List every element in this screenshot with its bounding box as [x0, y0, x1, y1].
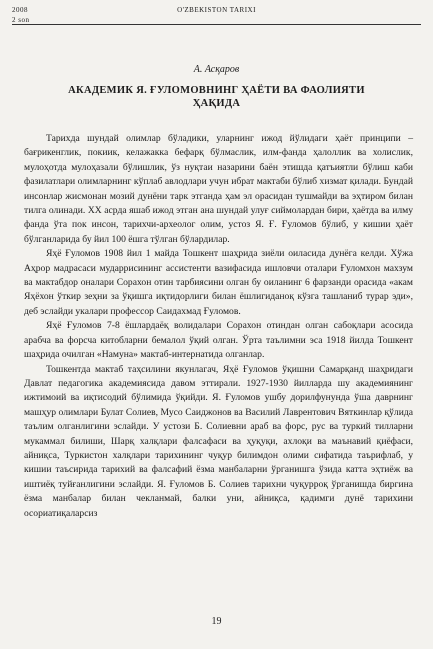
article-body: [24, 132, 413, 521]
body-paragraph: Яҳё Ғуломов 1908 йил 1 майда Тошкент шаҳрида зиёли оиласида дунёга келди. Хўжа Аҳрор мадрасаси мударрисининг ассистенти вазифасида ишловчи оталари Ғуломхон махзум ва мактабдор оналари Сорахон отин тарбиясини олган бу оиланинг 6 фарзанди орасида «акам Яҳёхон ўткир зеҳни за ўқишга иқтидорлиги билан ёшлигиданоқ кўзга ташланиб турар эди», деб эслайди укалари профессор Саидахмад Ғуломов.: [24, 248, 413, 317]
page-number: 19: [211, 616, 222, 627]
article-author: А. Асқаров: [193, 64, 240, 75]
header-year: 2008: [12, 6, 28, 14]
body-paragraph: Тошкентда мактаб таҳсилини якунлагач, Яҳё Ғуломов ўқишни Самарқанд шаҳридаги Давлат педагогика академиясида давом эттирали. 1927-1930 йилларда шу академиянинг ижтимоий ва иқтисодий бўлимида ўқийди. Я. Ғуломов ушбу дорилфунунда ўша даврнинг машҳур олимлари Булат Солиев, Мусо Саиджонов ва Василий Лаврентович Вяткинлар қўлида таълим олганлигини эслайди. У устози Б. Солиевни араб ва форс, рус ва туркий тилларни мукаммал билиши, Шарқ халқлари фалсафаси ва ҳуқуқи, ахлоқи ва маънавий қиёфаси, айниқса, Туркистон халқлари тарихининг чуқур билимдон олими сифатида таърифлаб, у кишии таъсирида тарихий ва фалсафий ёзма манбаларни ўрганишга ўзида катта эҳтиёж ва иштиёқ туйғанлигини эслайди. Я. Ғуломов Б. Солиев тарихни чуқурроқ ўрганишда биргина ёзма манбалар билан чекланмай, балки уни, айниқса, қадимги дунё тарихини осориатиқаларсиз: [24, 363, 413, 519]
body-paragraph: Яҳё Ғуломов 7-8 ёшлардаёқ волидалари Сорахон отиндан олган сабоқлари асосида арабча ва форсча китобларни бемалол ўқий олган. Ўрта таълимни эса 1918 йилда Тошкент шаҳрида очилган «Намуна» мактаб-интернатида олганлар.: [24, 320, 413, 361]
header-issue: 2 son: [12, 16, 30, 24]
header-journal-title: O'ZBEKISTON TARIXI: [177, 6, 256, 14]
body-paragraph: Тарихда шундай олимлар бўладики, уларнинг ижод йўлидаги ҳаёт принципи – бағрикенглик, покиик, келажакка бефарқ бўлмаслик, илм-фанда ҳалоллик ва холислик, мулоҳотда мулоҳазали бўлишлик, ўз нуқтаи назарини баён этишда қатъиятли бўлиш каби фазилатлари олимларнинг кўплаб авлодлари учун ибрат мактаби бўлиб хизмат қилади. Бундай инсонлар жисмонан мозий дунёни тарк этганда ҳам эл орасидан тушмайди ва эҳтиром билан тилга олинади. XX асрда яшаб ижод этган ана шундай улуғ сиймолардан бири, ҳаётда ва илму фанда ўта пок инсон, тарихчи-археолог олим, устоз Я. Ғ. Ғуломов бўлиб, у кишии ҳаёт бўлганларида бу йил 100 ёшга тўлган бўлардилар.: [24, 133, 413, 245]
article-title: АКАДЕМИК Я. ҒУЛОМОВНИНГ ҲАЁТИ ВА ФАОЛИЯТИ ҲАҚИДА: [68, 85, 365, 109]
header-rule: [12, 24, 421, 25]
